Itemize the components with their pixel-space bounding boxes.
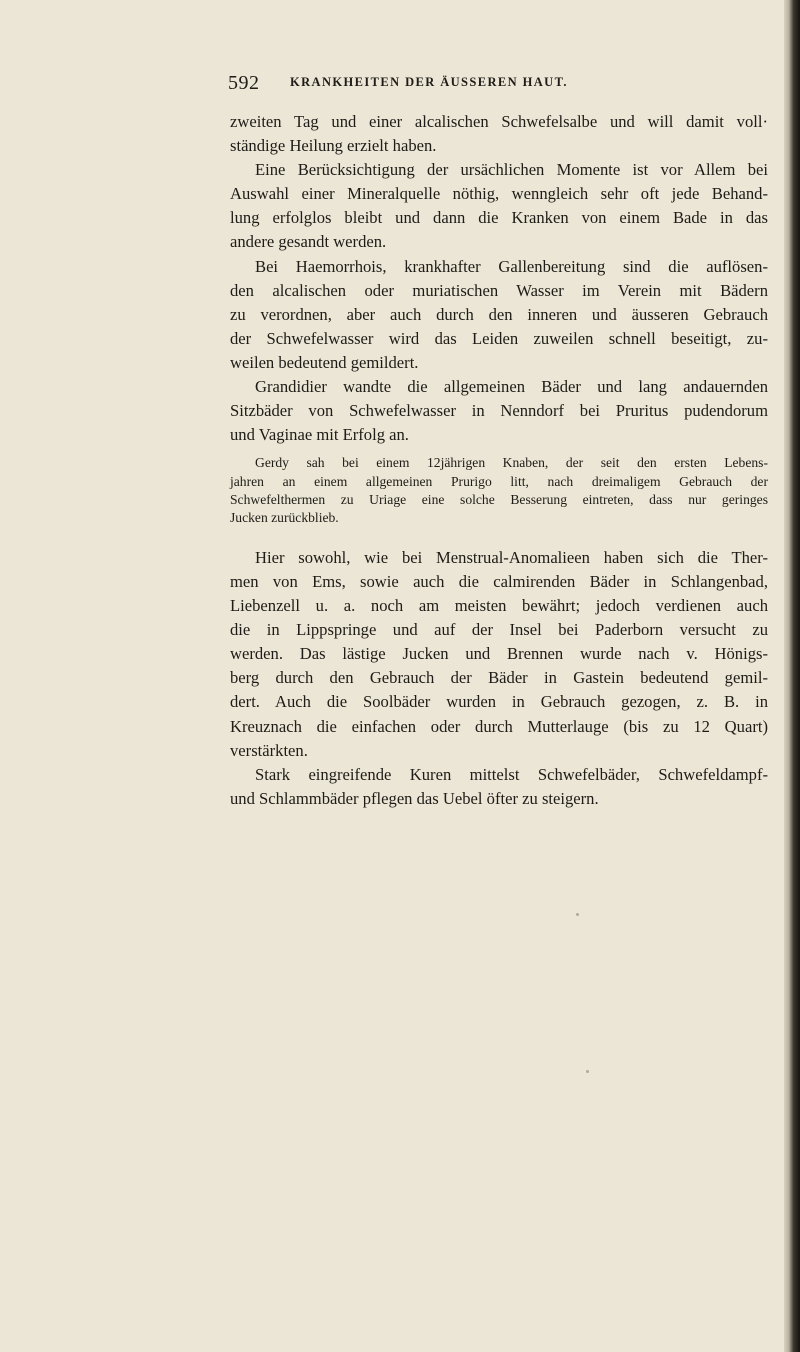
text-line: men von Ems, sowie auch die calmirenden Bäder in Schlangenbad, [230,571,768,591]
text-line: Eine Berücksichtigung der ursächlichen Momente ist vor Allem bei [255,160,768,180]
text-line: andere gesandt werden. [230,232,387,252]
note-line: Schwefelthermen zu Uriage eine solche Besserung eintreten, dass nur geringes [230,492,768,508]
text-line: verstärkten. [230,740,308,760]
text-line: der Schwefelwasser wird das Leiden zuweilen schnell beseitigt, zu- [230,328,768,348]
running-head: KRANKHEITEN DER ÄUSSEREN HAUT. [290,75,568,89]
spacer [230,528,768,546]
text-line: lung erfolglos bleibt und dann die Kranken von einem Bade in das [230,208,768,228]
text-line: dert. Auch die Soolbäder wurden in Gebrauch gezogen, z. B. in [230,692,768,712]
text-line: Kreuznach die einfachen oder durch Mutterlauge (bis zu 12 Quart) [230,716,768,736]
text-line: berg durch den Gebrauch der Bäder in Gastein bedeutend gemil- [230,668,768,688]
page-number: 592 [228,72,260,94]
text-line: Bei Haemorrhois, krankhafter Gallenbereitung sind die auflösen- [255,256,768,276]
text-line: und Schlammbäder pflegen das Uebel öfter zu steigern. [230,788,599,808]
page-header [228,72,788,96]
text-line: Grandidier wandte die allgemeinen Bäder und lang andauernden [255,377,768,397]
text-line: werden. Das lästige Jucken und Brennen wurde nach v. Hönigs- [230,644,768,664]
spacer [230,447,768,454]
body-text [230,110,768,811]
text-line: Sitzbäder von Schwefelwasser in Nenndorf bei Pruritus pudendorum [230,401,768,421]
text-line: zweiten Tag und einer alcalischen Schwefelsalbe und will damit voll· [230,112,768,131]
note-line: Gerdy sah bei einem 12jährigen Knaben, der seit den ersten Lebens- [255,455,768,471]
paper-speck [576,913,579,916]
text-line: Stark eingreifende Kuren mittelst Schwefelbäder, Schwefeldampf- [255,764,768,784]
paper-speck [586,1070,589,1073]
text-line: ständige Heilung erzielt haben. [230,136,437,156]
text-line: die in Lippspringe und auf der Insel bei Paderborn versucht zu [230,620,768,640]
text-line: Liebenzell u. a. noch am meisten bewährt; jedoch verdienen auch [230,596,768,616]
text-line: Hier sowohl, wie bei Menstrual-Anomalieen haben sich die Ther- [255,547,768,567]
text-line: Auswahl einer Mineralquelle nöthig, wenngleich sehr oft jede Behand- [230,184,768,204]
text-line: den alcalischen oder muriatischen Wasser im Verein mit Bädern [230,280,768,300]
note-line: jahren an einem allgemeinen Prurigo litt, nach dreimaligem Gebrauch der [230,473,768,489]
note-line: Jucken zurückblieb. [230,510,339,526]
text-line: weilen bedeutend gemildert. [230,352,419,372]
text-line: und Vaginae mit Erfolg an. [230,425,409,445]
book-spine-edge [784,0,800,1352]
text-line: zu verordnen, aber auch durch den inneren und äusseren Gebrauch [230,304,768,324]
